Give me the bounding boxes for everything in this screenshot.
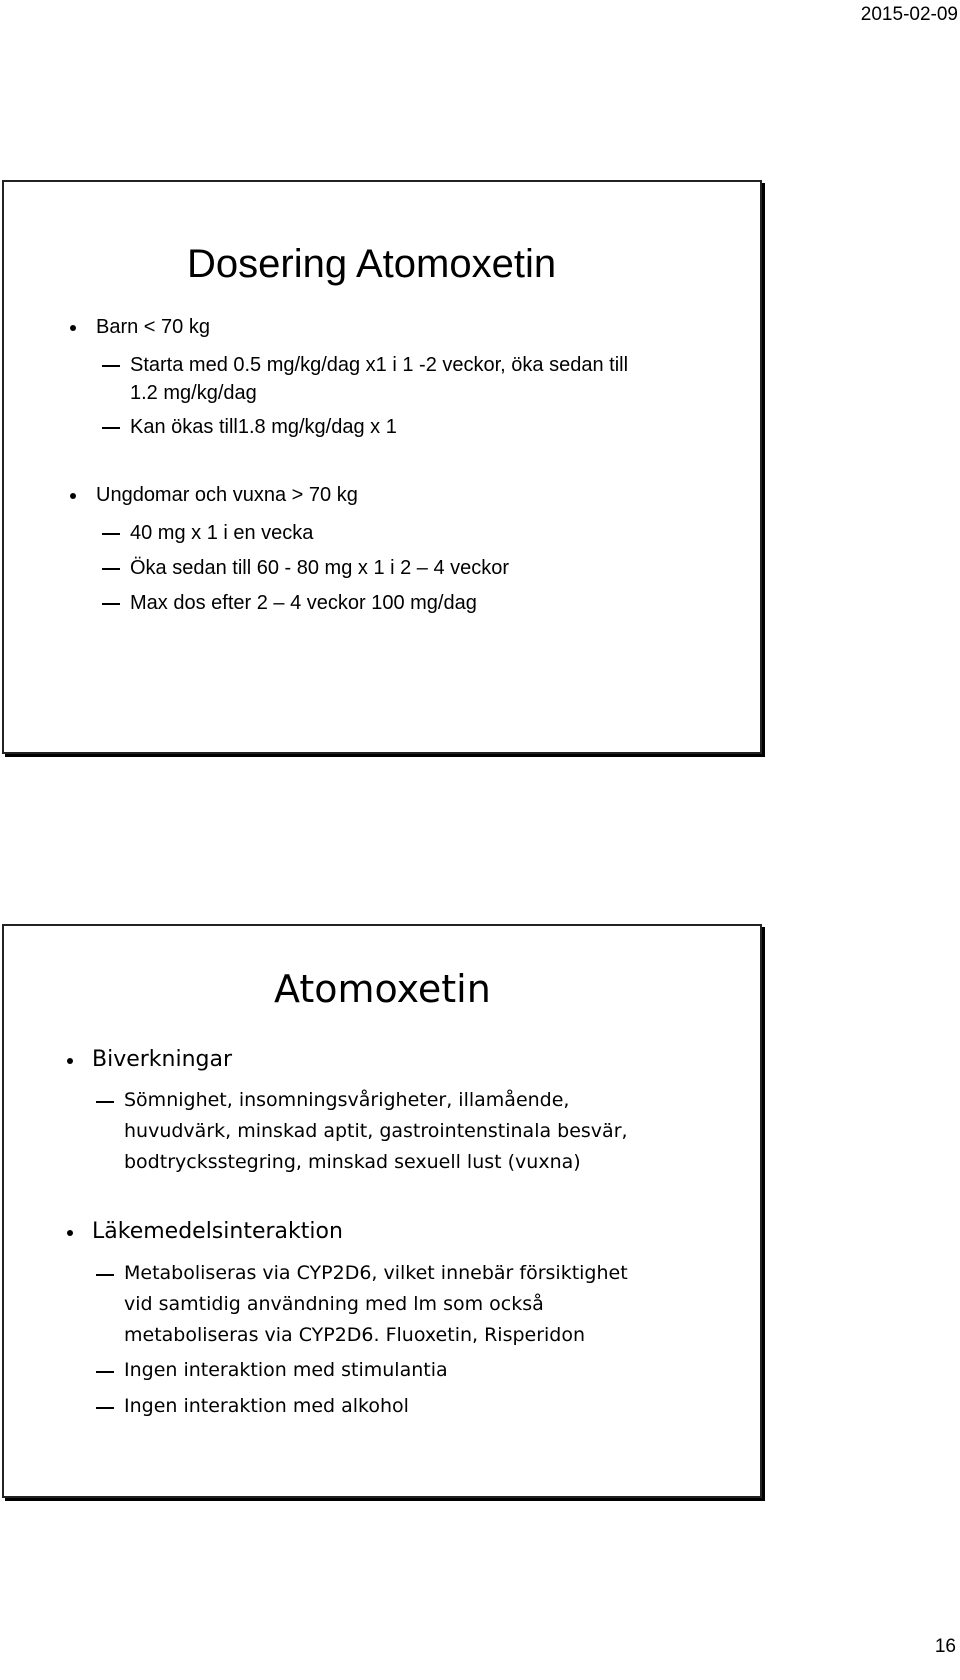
bullet-biverkningar: Biverkningar [92, 1047, 233, 1072]
sub-item-40mg: 40 mg x 1 i en vecka [130, 522, 314, 544]
sub-item-starta-cont: 1.2 mg/kg/dag [130, 382, 257, 404]
slide-atomoxetin [2, 924, 762, 1498]
bullet-icon [67, 1058, 73, 1064]
slide-title: Dosering Atomoxetin [187, 242, 557, 286]
sub-item-stimulantia: Ingen interaktion med stimulantia [124, 1359, 448, 1381]
slide-dosering [2, 180, 762, 754]
sub-item-max-dos: Max dos efter 2 – 4 veckor 100 mg/dag [130, 592, 477, 614]
dash-icon [102, 365, 120, 367]
sub-item-metaboliseras-2: vid samtidig användning med lm som också [124, 1293, 544, 1315]
bullet-barn: Barn < 70 kg [96, 316, 210, 338]
bullet-vuxna: Ungdomar och vuxna > 70 kg [96, 484, 358, 506]
bullet-icon [70, 325, 76, 331]
dash-icon [96, 1407, 114, 1409]
dash-icon [102, 603, 120, 605]
sub-item-biverkningar-2: huvudvärk, minskad aptit, gastrointenstinala besvär, [124, 1120, 628, 1142]
sub-item-biverkningar-3: bodtrycksstegring, minskad sexuell lust (vuxna) [124, 1151, 581, 1173]
dash-icon [96, 1371, 114, 1373]
bullet-icon [67, 1230, 73, 1236]
bullet-icon [70, 493, 76, 499]
sub-item-starta: Starta med 0.5 mg/kg/dag x1 i 1 -2 veckor, öka sedan till [130, 354, 629, 376]
sub-item-biverkningar-1: Sömnighet, insomningsvårigheter, illamående, [124, 1089, 570, 1111]
sub-item-metaboliseras-1: Metaboliseras via CYP2D6, vilket innebär försiktighet [124, 1262, 628, 1284]
dash-icon [96, 1101, 114, 1103]
sub-item-oka: Öka sedan till 60 - 80 mg x 1 i 2 – 4 veckor [130, 557, 510, 579]
bullet-lakemedelsinteraktion: Läkemedelsinteraktion [92, 1219, 343, 1244]
print-date: 2015-02-09 [860, 4, 958, 25]
slide-title: Atomoxetin [274, 967, 491, 1011]
sub-item-metaboliseras-3: metaboliseras via CYP2D6. Fluoxetin, Risperidon [124, 1324, 586, 1346]
dash-icon [96, 1274, 114, 1276]
dash-icon [102, 568, 120, 570]
page-number: 16 [934, 1636, 956, 1657]
sub-item-alkohol: Ingen interaktion med alkohol [124, 1395, 409, 1417]
sub-item-kan-okas: Kan ökas till1.8 mg/kg/dag x 1 [130, 416, 397, 438]
dash-icon [102, 427, 120, 429]
dash-icon [102, 533, 120, 535]
